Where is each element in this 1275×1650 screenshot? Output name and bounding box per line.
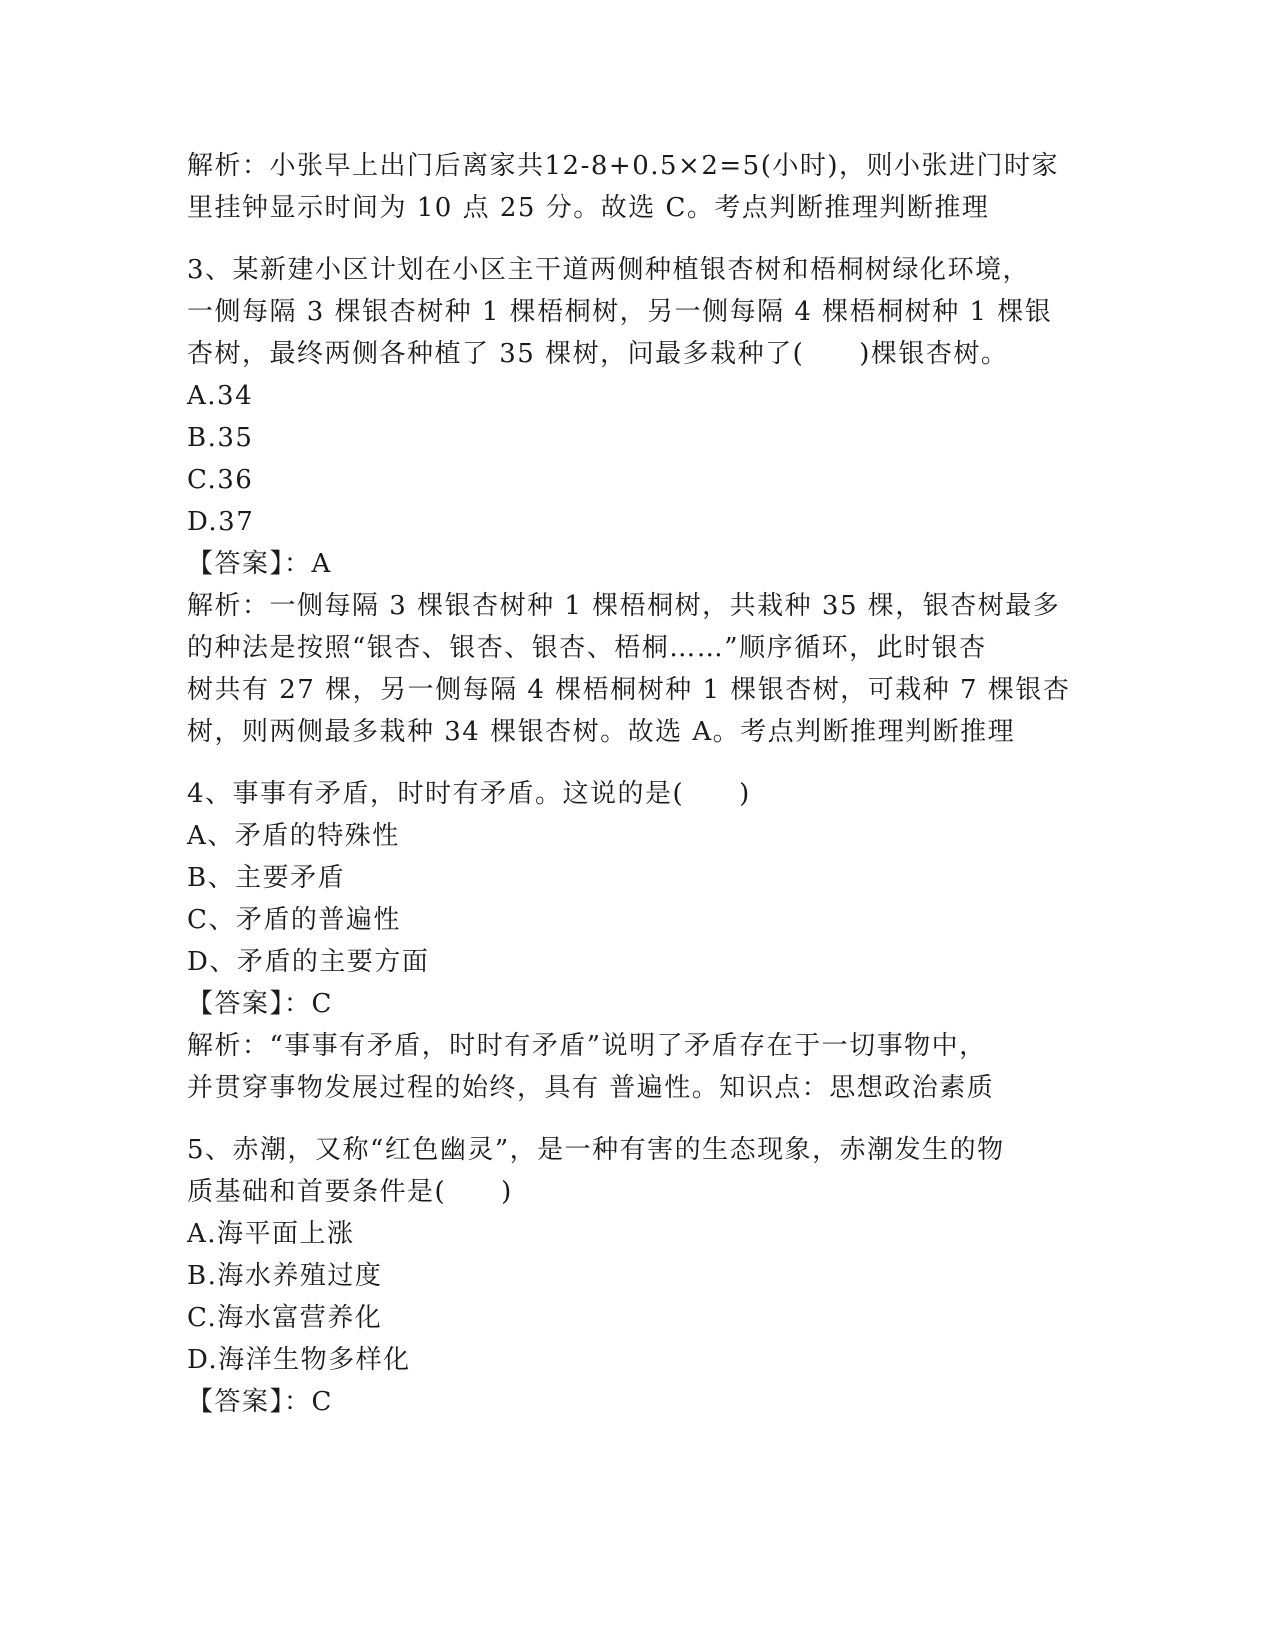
question-stem-line: 5、赤潮，又称“红色幽灵”，是一种有害的生态现象，赤潮发生的物 [187,1135,1005,1165]
question-stem-line: 3、某新建小区计划在小区主干道两侧种植银杏树和梧桐树绿化环境， [187,255,1031,285]
question-4 [187,773,1087,1109]
explanation-line: 解析：小张早上出门后离家共12-8+0.5×2=5(小时)，则小张进门时家 [187,151,1059,181]
option-a: A、矛盾的特殊性 [187,821,400,851]
option-a: A.34 [187,381,254,411]
option-b: B、主要矛盾 [187,863,346,893]
option-d: D.37 [187,507,255,537]
question-2-explanation [187,145,1087,229]
option-d: D.海洋生物多样化 [187,1345,411,1375]
question-3 [187,249,1087,753]
explanation-line: 里挂钟显示时间为 10 点 25 分。故选 C。考点判断推理判断推理 [187,193,990,223]
explanation-line: 解析：“事事有矛盾，时时有矛盾”说明了矛盾存在于一切事物中， [187,1031,987,1061]
option-c: C.36 [187,465,254,495]
question-stem-line: 杏树，最终两侧各种植了 35 棵树，问最多栽种了( )棵银杏树。 [187,339,1009,369]
option-d: D、矛盾的主要方面 [187,947,430,977]
option-b: B.海水养殖过度 [187,1261,383,1291]
option-c: C.海水富营养化 [187,1303,383,1333]
question-stem-line: 质基础和首要条件是( ) [187,1177,513,1207]
question-5 [187,1129,1087,1423]
explanation-line: 树，则两侧最多栽种 34 棵银杏树。故选 A。考点判断推理判断推理 [187,717,1016,747]
explanation-line: 树共有 27 棵，另一侧每隔 4 棵梧桐树种 1 棵银杏树，可栽种 7 棵银杏 [187,675,1071,705]
document-page [187,145,1087,1423]
question-stem-line: 一侧每隔 3 棵银杏树种 1 棵梧桐树，另一侧每隔 4 棵梧桐树种 1 棵银 [187,297,1053,327]
question-stem-line: 4、事事有矛盾，时时有矛盾。这说的是( ) [187,779,751,809]
answer: 【答案】：C [187,1387,333,1417]
option-a: A.海平面上涨 [187,1219,355,1249]
answer: 【答案】：C [187,989,333,1019]
explanation-line: 并贯穿事物发展过程的始终，具有 普遍性。知识点：思想政治素质 [187,1073,995,1103]
option-b: B.35 [187,423,254,453]
option-c: C、矛盾的普遍性 [187,905,401,935]
answer: 【答案】：A [187,549,332,579]
explanation-line: 的种法是按照“银杏、银杏、银杏、梧桐……”顺序循环，此时银杏 [187,633,987,663]
explanation-line: 解析：一侧每隔 3 棵银杏树种 1 棵梧桐树，共栽种 35 棵，银杏树最多 [187,591,1061,621]
